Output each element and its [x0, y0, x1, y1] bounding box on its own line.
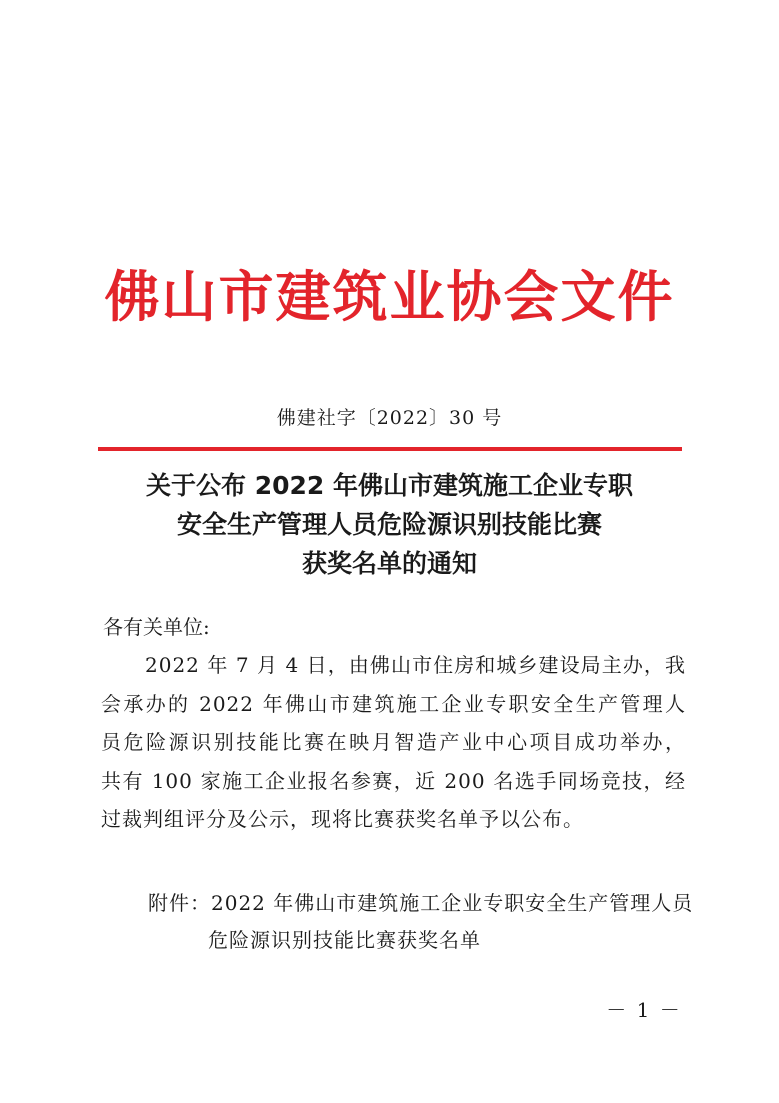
body-line-3: 员危险源识别技能比赛在映月智造产业中心项目成功举办， [101, 730, 686, 754]
document-number: 佛建社字〔2022〕30 号 [276, 407, 503, 429]
body-line-4: 共有 100 家施工企业报名参赛，近 200 名选手同场竞技，经 [101, 768, 686, 793]
title-line-1: 关于公布 2022 年佛山市建筑施工企业专职 [146, 471, 633, 500]
page-number: － 1 － [606, 998, 682, 1022]
document-title [60, 466, 719, 583]
attachment-line-2: 危险源识别技能比赛获奖名单 [208, 928, 481, 952]
title-line-3: 获奖名单的通知 [301, 549, 477, 578]
body-line-5: 过裁判组评分及公示，现将比赛获奖名单予以公布。 [101, 807, 584, 831]
body-line-2: 会承办的 2022 年佛山市建筑施工企业专职安全生产管理人 [101, 691, 686, 716]
attachment-line-1: 附件：2022 年佛山市建筑施工企业专职安全生产管理人员 [148, 891, 694, 915]
title-line-2: 安全生产管理人员危险源识别技能比赛 [176, 510, 602, 539]
body-line-1: 2022 年 7 月 4 日，由佛山市住房和城乡建设局主办，我 [145, 653, 686, 677]
red-divider-line [98, 447, 682, 451]
organization-header: 佛山市建筑业协会文件 [104, 265, 675, 329]
attachment-note [148, 885, 694, 959]
body-paragraph [101, 646, 686, 839]
salutation: 各有关单位: [103, 615, 210, 639]
